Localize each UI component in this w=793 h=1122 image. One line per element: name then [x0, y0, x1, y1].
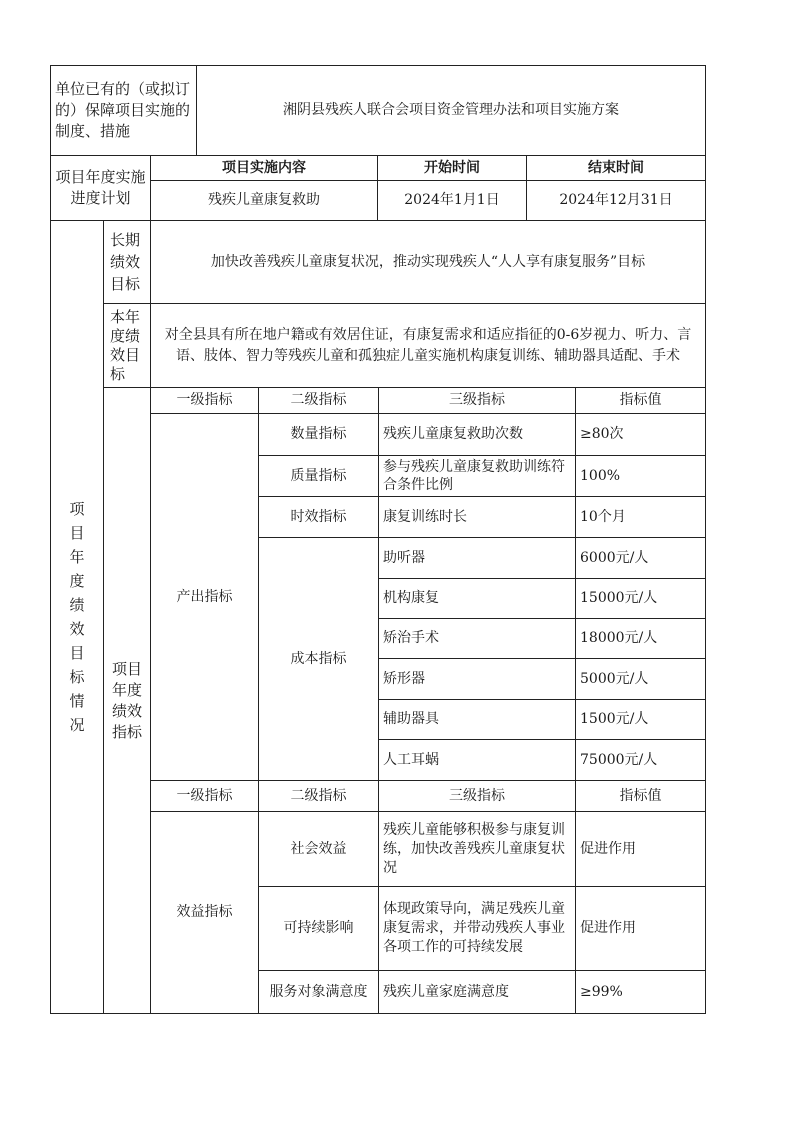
schedule-header-end: 结束时间: [526, 155, 706, 181]
measures-value: 湘阴县残疾人联合会项目资金管理办法和项目实施方案: [196, 65, 706, 156]
measures-label: 单位已有的（或拟订的）保障项目实施的制度、措施: [50, 65, 197, 156]
cost-item-l3: 助听器: [378, 537, 576, 579]
goals-section-text: 项目年度绩效目标情况: [69, 500, 85, 734]
schedule-content: 残疾儿童康复救助: [150, 180, 378, 221]
cost-item-l3: 矫治手术: [378, 618, 576, 659]
cost-item-value: 75000元/人: [575, 739, 706, 781]
schedule-end: 2024年12月31日: [526, 180, 706, 221]
cost-item-value: 1500元/人: [575, 699, 706, 740]
time-value: 10个月: [575, 496, 706, 538]
sustain-l3: 体现政策导向，满足残疾儿童康复需求，并带动残疾人事业各项工作的可持续发展: [378, 886, 576, 971]
long-term-goal: 加快改善残疾儿童康复状况，推动实现残疾人“人人享有康复服务”目标: [150, 220, 706, 304]
schedule-header-content: 项目实施内容: [150, 155, 378, 181]
cost-item-value: 5000元/人: [575, 658, 706, 700]
header-level3: 三级指标: [378, 780, 576, 812]
quantity-value: ≥80次: [575, 413, 706, 456]
header-value: 指标值: [575, 780, 706, 812]
header-level2: 二级指标: [258, 387, 379, 414]
satisfaction-value: ≥99%: [575, 970, 706, 1014]
cost-item-l3: 矫形器: [378, 658, 576, 700]
cost-item-l3: 辅助器具: [378, 699, 576, 740]
cost-item-l3: 人工耳蜗: [378, 739, 576, 781]
cost-item-value: 18000元/人: [575, 618, 706, 659]
schedule-label: 项目年度实施进度计划: [50, 155, 151, 221]
long-term-label: 长期绩效目标: [103, 220, 151, 304]
satisfaction-l2: 服务对象满意度: [258, 970, 379, 1014]
cost-item-l3: 机构康复: [378, 578, 576, 619]
schedule-start: 2024年1月1日: [377, 180, 527, 221]
social-l2: 社会效益: [258, 811, 379, 887]
time-l3: 康复训练时长: [378, 496, 576, 538]
schedule-header-start: 开始时间: [377, 155, 527, 181]
sustain-l2: 可持续影响: [258, 886, 379, 971]
header-level1: 一级指标: [150, 387, 259, 414]
goals-section-label: [50, 220, 104, 1014]
social-l3: 残疾儿童能够积极参与康复训练，加快改善残疾儿童康复状况: [378, 811, 576, 887]
quality-l2: 质量指标: [258, 455, 379, 497]
cost-item-value: 6000元/人: [575, 537, 706, 579]
sustain-value: 促进作用: [575, 886, 706, 971]
indicators-label: 项目年度绩效指标: [103, 387, 151, 1014]
quantity-l3: 残疾儿童康复救助次数: [378, 413, 576, 456]
benefit-level1: 效益指标: [150, 811, 259, 1014]
header-level2: 二级指标: [258, 780, 379, 812]
header-level1: 一级指标: [150, 780, 259, 812]
output-level1: 产出指标: [150, 413, 259, 781]
header-value: 指标值: [575, 387, 706, 414]
time-l2: 时效指标: [258, 496, 379, 538]
quantity-l2: 数量指标: [258, 413, 379, 456]
cost-l2: 成本指标: [258, 537, 379, 781]
quality-value: 100%: [575, 455, 706, 497]
annual-goal: 对全县具有所在地户籍或有效居住证，有康复需求和适应指征的0-6岁视力、听力、言语、肢体、智力等残疾儿童和孤独症儿童实施机构康复训练、辅助器具适配、手术: [150, 303, 706, 388]
quality-l3: 参与残疾儿童康复救助训练符合条件比例: [378, 455, 576, 497]
header-level3: 三级指标: [378, 387, 576, 414]
cost-item-value: 15000元/人: [575, 578, 706, 619]
satisfaction-l3: 残疾儿童家庭满意度: [378, 970, 576, 1014]
social-value: 促进作用: [575, 811, 706, 887]
annual-label: 本年度绩效目标: [103, 303, 151, 388]
